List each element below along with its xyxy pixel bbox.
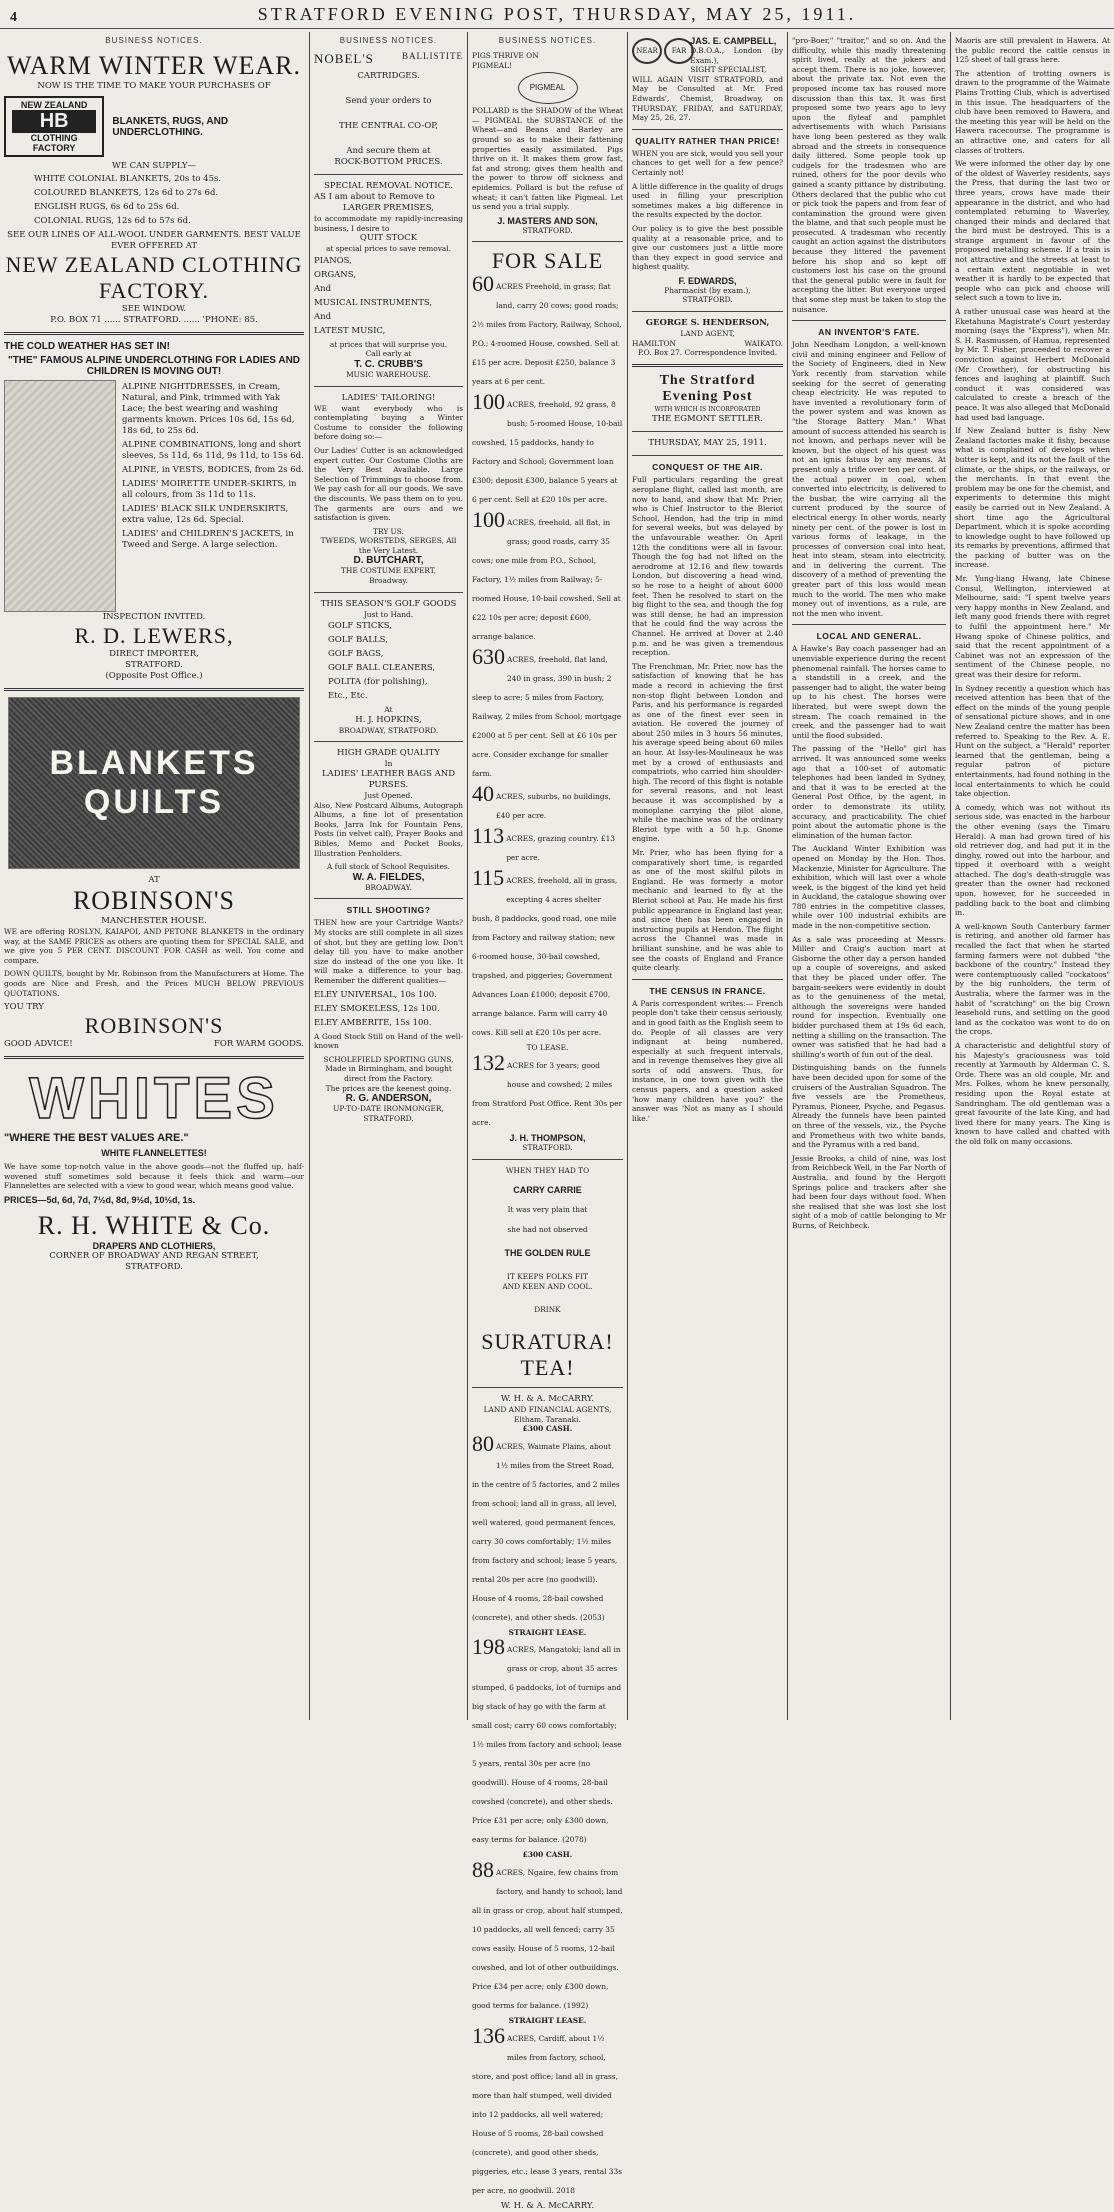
fieldes-addr: BROADWAY. — [365, 882, 412, 892]
blankets-text-1: WE are offering ROSLYN, KAIAPOI, AND PETONE BLANKETS in the ordinary way, at the SAME PRICES as others are quoting them for SPECIAL SALE, and we give you 5 PER CENT. DISCOUNT FOR CASH as well. You come and compare. — [4, 927, 304, 965]
sale-item — [472, 1049, 623, 1129]
acres-number: 132 — [472, 1049, 505, 1075]
shooting-guns: A Good Stock Still on Hand of the well-known — [314, 1031, 463, 1051]
bags-opened: Just Opened. — [364, 791, 413, 801]
col6-text-5: Mr. Yung-liang Hwang, late Chinese Consul, Wellington, interviewed at Melbourne, said: "I spent twelve years very happy months in New Zealand, and left many good friends there with regret to fulfil the appointment here." Mr Hwang spoke of Chinese politics, and said that the recent appointment of a Cabinet was not an expression of the sentiment of the Chinese people, no great was their desire for reform. — [955, 574, 1110, 679]
removal-lead: AS I am about to Remove to — [314, 192, 435, 202]
edwards-role: Pharmacist (by exam.), — [664, 285, 751, 295]
sale-text: ACRES, Waimate Plains, about 1½ miles from the Street Road, in the centre of 5 factories, and 2 miles from school; land all in grass, all level, well watered, good permanent fences, carry 30 cows comfortably; 1½ miles from factory and school; lease 5 years, rental 20s per acre (no goodwill). House of 4 rooms, 28-bail cowshed (concrete), and other sheds. (2053) — [472, 1441, 620, 1622]
paper-title: The Stratford Evening Post — [659, 372, 756, 404]
sale-text: ACRES Freehold, in grass; flat land, carry 20 cows; good roads; 2½ miles from Factory, Railway, School, P.O.; 4-roomed House, cowshed. Sell at £15 per acre. Deposit £250, balance 3 years at 6 per cent. — [472, 282, 622, 387]
local-text-3: The Auckland Winter Exhibition was opened on Monday by the Hon. Thos. Mackenzie, Minister for Agriculture. The exhibition, which will last over a whole week, is the biggest of the kind yet held in Auckland, the catalogue showing over 780 entries in the competitive classes, while over 100 industrial exhibits are made in the non-competitive section. — [792, 844, 946, 931]
list-item: And — [314, 283, 332, 294]
list-item: GOLF BALL CLEANERS, — [328, 663, 436, 674]
air-text-1: Full particulars regarding the great aeroplane flight, called last month, are now to hand, and show that Mr. Prier, who is Chief Instructor to the Bleriot School, Hendon, had the trip in mind for several weeks, but was delayed by the unfavourable weather. On April 12th the conditions were all in favour. Though the fog had not lifted on the aerodrome at 12.16 and flew towards London, but discovering a head wind, so he rose to a height of about 6000 feet. Then he resolved to start on the big flight to the sea, and though the fog was still dense, he had an impression that he could find the way across the Channel. He arrived at Dover at 2.40 p.m. and he was given a tremendous reception. — [632, 475, 783, 658]
removal-text: to accommodate my rapidly-increasing business, I desire to — [314, 214, 463, 233]
spectacles-icon — [632, 38, 686, 64]
alpine-head-1: THE COLD WEATHER HAS SET IN! — [4, 341, 170, 352]
list-item: LADIES' MOIRETTE UNDER-SKIRTS, in all colours, from 3s 11d to 11s. — [122, 479, 297, 500]
sale-text: ACRES for 3 years; good house and cowshed; 2 miles from Stratford Post Office. Rent 30s per acre. — [472, 1060, 623, 1127]
hb-logo — [4, 96, 104, 157]
paper-with: WITH WHICH IS INCORPORATED — [654, 405, 761, 413]
mccarry-lease-2: STRAIGHT LEASE. — [508, 2016, 587, 2026]
column-header: BUSINESS NOTICES. — [339, 36, 438, 45]
mccarry-cash-1: £300 CASH. — [522, 1424, 573, 1434]
quality-text-2: A little difference in the quality of drugs used in filling your prescription sometimes makes a big difference in the results expected by the doctor. — [632, 181, 783, 220]
list-item: PIANOS, — [314, 255, 352, 266]
carrie-line-5: THE GOLDEN RULE — [504, 1248, 591, 1259]
sale-item — [472, 1857, 623, 2012]
hopkins-name: H. J. HOPKINS, — [355, 714, 422, 725]
shooting-prices: The prices are the keenest going. — [325, 1083, 452, 1093]
list-item: MUSICAL INSTRUMENTS, — [314, 297, 433, 308]
golf-title: THIS SEASON'S GOLF GOODS — [320, 598, 457, 609]
paper-settler: THE EGMONT SETTLER. — [652, 414, 763, 425]
alpine-list — [122, 382, 304, 610]
lease-title: TO LEASE. — [526, 1043, 569, 1053]
bags-school: A full stock of School Requisites. — [327, 862, 450, 872]
list-item: ALPINE NIGHTDRESSES, in Cream, Natural, and Pink, trimmed with Yak Lace; the best wearing and washing garments known. Prices 10s 6d, 15s 6d, 18s 6d, to 25s 6d. — [122, 382, 295, 436]
local-title: LOCAL AND GENERAL. — [816, 631, 922, 642]
acres-number: 136 — [472, 2022, 505, 2048]
crubb-shop: MUSIC WAREHOUSE. — [346, 369, 431, 379]
sale-text: ACRES, grazing country. £13 per acre. — [506, 834, 616, 863]
sale-text: ACRES, freehold, flat land, 240 in grass, 390 in bush; 2 sleep to acre; 5 miles from Factory, Railway, 2 miles from School; mortgage £2000 at 5 per cent. Sell at £6 10s per acre. Consider exchange for smaller farm. — [472, 655, 622, 779]
tailoring-title: LADIES' TAILORING! — [341, 392, 436, 403]
col5-top-text: "pro-Boer," "traitor," and so on. And the difficulty, while this madly threatening spirit lived, really at the jokers and accept them. There is no joke, however, about the private tax. Not even the proposed income tax has roused more discussion than this tax. It was first proposed some two years ago to levy upon the flyleaf and pamphlet advertisements with which Parisians have long been pestered as they walk abroad and the streets in consequence daily littered. Some people took up cudgels for the tradesmen who are ruined, others for the poor devils who gained a scanty pittance by distributing. Others declared that the public who cut or pick took the papers and from fear of contamination the ground were given the blame, and that such people must be prosecuted. A tradesman who recently caught an action against the distributors because they littered the pavement before his shop and so kept off customers lost his case on the ground that the general public were in fault for accepting the litter. But everyone urged that some step must be taken to stop the nuisance. — [792, 36, 946, 314]
nobels-item: CARTRIDGES. — [357, 71, 420, 81]
warm-address: P.O. BOX 71 ...... STRATFORD. ...... 'PHONE: 85. — [50, 315, 258, 325]
nobels-prices: ROCK-BOTTOM PRICES. — [334, 157, 443, 167]
warm-price-list — [4, 174, 304, 227]
fate-title: AN INVENTOR'S FATE. — [818, 327, 920, 338]
suratura-brand: SURATURA! — [481, 1329, 614, 1355]
list-item: LADIES' and CHILDREN'S JACKETS, in Tweed and Serge. A large selection. — [122, 529, 294, 550]
mccarry-town: Eltham, Taranaki. — [514, 1414, 581, 1424]
acres-number: 80 — [472, 1430, 494, 1456]
golf-list — [314, 621, 463, 702]
carrie-line-1: WHEN THEY HAD TO — [505, 1165, 590, 1175]
list-item: COLOURED BLANKETS, 12s 6d to 27s 6d. — [34, 188, 219, 198]
acres-number: 115 — [472, 865, 505, 891]
factory-title: NEW ZEALAND CLOTHING FACTORY. — [5, 252, 303, 303]
pigs-brand: PIGMEAL! — [472, 60, 512, 70]
sale-text: ACRES, freehold, all in grass, excepting 4 acres shelter bush, 8 paddocks, good road, one mile from Factory and railway station; new 6-roomed house, 30-bail cowshed, trapshed, and piggeries; Government Advances Loan £1000; deposit £700, arrange balance. Farm will carry 40 cows. Kill sell at £20 10s per acre. — [472, 876, 618, 1038]
lens-far: FAR — [664, 38, 694, 64]
masters-name: J. MASTERS AND SON, — [497, 215, 598, 226]
list-item: ENGLISH RUGS, 6s 6d to 25s 6d. — [34, 202, 180, 212]
sale-item — [472, 823, 623, 864]
nobels-store: THE CENTRAL CO-OP, — [338, 121, 438, 131]
list-item: ALPINE, in VESTS, BODICES, from 2s 6d. — [122, 465, 304, 475]
whites-logo: WHITES — [29, 1066, 279, 1132]
sale-text: ACRES, Ngaire, few chains from factory, and handy to school; land all in grass or crop, about half stumped, 10 paddocks, all well fenced; carry 35 cows easily. House of 5 rooms, 12-bail cowshed, and lot of other outbuildings. Price £34 per acre; only £300 down, good terms for balance. (1992) — [472, 1868, 623, 2011]
masthead-title: STRATFORD EVENING POST, THURSDAY, MAY 25, 1911. — [257, 4, 857, 24]
warm-lines: SEE OUR LINES OF ALL-WOOL UNDER GARMENTS. BEST VALUE EVER OFFERED AT — [7, 230, 301, 251]
henderson-box: P.O. Box 27. Correspondence Invited. — [637, 348, 778, 358]
column-2 — [309, 32, 467, 1720]
air-text-2: The Frenchman, Mr. Prier, now has the satisfaction of knowing that he has made a record in achieving the first non-stop flight between London and Paris, and his performance is regarded as one of the finest ever seen in aviation. He covered the journey of about 250 miles in 3 hours 56 minutes, his average speed being about 60 miles an hour. At Issy-les-Moulineaux he was met by a crowd of enthusiasts and compatriots, who carried him shoulder-high. The record of this flight is notable for several reasons, and not least because it was accomplished by a monoplane carrying the pilot alone, while the machine was of the ordinary Bleriot type with a 50 h.p. Gnome engine. — [632, 661, 783, 844]
col6-text-6: In Sydney recently a question which has received attention has been that of the effect on the minds of the young people of sensational picture shows, and in one New Zealand centre the matter has been referred to. Speaking to the Rev. A. E. Hunt on the subject, a "Herald" reporter learned that the gentleman, being a regular patron of picture entertainments, had found nothing in the local entertainments to which he could take objection. — [955, 683, 1110, 799]
anderson-role: UP-TO-DATE IRONMONGER, — [333, 1104, 444, 1114]
edwards-name: F. EDWARDS, — [678, 275, 737, 286]
local-text-5: Distinguishing bands on the funnels have been decided upon for some of the cruisers of the Australian Squadron. The five vessels are the Prometheus, Pyramus, Pioneer, Psyche, and Pegasus. Already the funnels have been painted on three of the vessels, viz., the Psyche and Prometheus with two white bands, and the Pyramus with a red band. — [792, 1063, 946, 1150]
carrie-line-7: AND KEEN AND COOL. — [502, 1281, 593, 1291]
whites-flannel: WHITE FLANNELETTES! — [101, 1148, 207, 1159]
acres-number: 40 — [472, 781, 494, 807]
quality-text-3: Our policy is to give the best possible quality at a reasonable price, and to give our customers just a little more than they expect in good service and highest quality. — [632, 223, 783, 272]
nobels-kind: BALLISTITE — [402, 51, 463, 61]
whites-slogan: "WHERE THE BEST VALUES ARE." — [4, 1132, 189, 1145]
whites-text: We have some top-notch value in the above goods—not the fluffed up, half-wovened stuff sometimes sold because it feels thick and warm—our Flannelettes are selected with a view to good wear, which means good value. — [4, 1162, 304, 1191]
masters-town: STRATFORD. — [522, 225, 573, 235]
col6-text-3: A rather unusual case was heard at the Eketahuna Magistrate's Court yesterday morning (says the "Express"), when Mr. S. H. Rasmussen, of Hamua, represented by Mr. T. Fisher, proceeded to recover a conviction against Herbert McDonald (Mr Crowther), for obstructing his fences and laughing at plaintiff. Such conduct it was considered was calculated to create a breach of the peace. It was also alleged that McDonald had used bad language. — [955, 307, 1110, 422]
tailoring-text-1: WE want everybody who is contemplating buying a Winter Costume to consider the following before doing so:— — [314, 403, 463, 442]
list-item: GOLF BAGS, — [328, 649, 384, 660]
col6-text-8: A well-known South Canterbury farmer is retiring, and another old farmer has recalled the fact that when he started farming farmers were not dubbed "the backbone of the country." Instead they were contemptuously called "cockatoos" by the big runholders, the term of Australia, where the farmer was in the habit of "scratching" on the big Crown leasehold runs, and settling on the good land as the cockatoo was wont to do on the crops. — [955, 921, 1110, 1037]
acres-number: 100 — [472, 389, 505, 415]
mccarry-lease-1: STRAIGHT LEASE. — [508, 1627, 587, 1637]
hb-logo-mark: HB — [12, 110, 96, 133]
list-item: GOLF BALLS, — [328, 635, 388, 646]
col6-text-2: We were informed the other day by one of the oldest of Waverley residents, says the Press, that during the last two or three years, crows have made their appearance in the district, and who had contemplated returning to Waverley, changed their minds and declared that the bird must be destroyed. This is a strange argument in favour of the proposed metalling scheme. If a train is not attractive and the streets at least to a certain extent negotiable in wet weather it is hardly to be expected that people who can pick and choose will select such a town to live in. — [955, 159, 1110, 303]
warm-winter-title: WARM WINTER WEAR. — [6, 51, 302, 80]
whites-name: R. H. WHITE & Co. — [37, 1210, 271, 1240]
column-6 — [950, 32, 1114, 1720]
warm-categories: BLANKETS, RUGS, AND UNDERCLOTHING. — [112, 115, 229, 138]
henderson-name: GEORGE S. HENDERSON, — [645, 318, 770, 329]
shooting-title: STILL SHOOTING? — [346, 905, 431, 916]
blankets-text-2: DOWN QUILTS, bought by Mr. Robinson from the Manufacturers at Home. The goods are Nice and Fresh, and the Prices MUCH BELOW PREVIOUS QUOTATIONS. — [4, 969, 304, 998]
column-3 — [467, 32, 627, 2211]
butchart-role: THE COSTUME EXPERT, — [340, 566, 437, 576]
campbell-name: JAS. E. CAMPBELL, — [690, 36, 777, 46]
acres-number: 88 — [472, 1857, 494, 1883]
list-item: Etc., Etc. — [328, 691, 368, 702]
masthead — [0, 0, 1114, 29]
blankets-banner-text: BLANKETS QUILTS — [49, 744, 259, 821]
removal-title: SPECIAL REMOVAL NOTICE. — [323, 181, 454, 191]
sale-text: ACRES, Cardiff, about 1½ miles from factory, school, store, and post office; land all in grass, more than half stumped, well divided into 12 paddocks, all well watered; House of 5 rooms, 28-bail cowshed (concrete), and good other sheds, piggeries, etc.; lease 3 years, rental 33s per acre, no goodwill. 2018 — [472, 2033, 623, 2195]
acres-number: 60 — [472, 271, 494, 297]
shooting-text: THEN how are your Cartridge Wants? My stocks are still complete in all sizes of shot, but they are getting low. Don't delay till you have to make another size do instead of the one you like. It will make a difference to your bag. Remember the different qualities— — [314, 918, 463, 985]
list-item: GOLF STICKS, — [328, 621, 392, 632]
carrie-line-3: It was very plain that — [507, 1205, 588, 1215]
removal-quit: QUIT STOCK — [359, 233, 418, 244]
henderson-role: LAND AGENT, — [680, 329, 735, 339]
lewers-name: R. D. LEWERS, — [74, 623, 234, 648]
hopkins-addr: BROADWAY, STRATFORD. — [338, 725, 439, 735]
census-title: THE CENSUS IN FRANCE. — [649, 985, 766, 996]
list-item: And — [314, 311, 332, 322]
acres-number: 198 — [472, 1634, 505, 1660]
sale-text: ACRES, freehold, 92 grass, 8 bush; 5-roomed House, 10-bail cowshed, 15 paddocks, handy to Factory and School; Government loan £300; deposit £300, balance 5 years at 6 per cent. Sell at £20 10s per acre. — [472, 400, 623, 505]
nobels-send: Send your orders to — [345, 96, 432, 106]
carrie-line-4: she had not observed — [507, 1224, 588, 1234]
acres-number: 630 — [472, 644, 505, 670]
air-text-3: Mr. Prier, who has been flying for a comparatively short time, is regarded as one of the most skilful pilots in England. He was formerly a motor mechanic and learned to fly at the Bleriot school at Pau. He made his first public appearance in England last year, and since then has been engaged in instructing pupils at Hendon. The flight across the Channel was made in brilliant sunshine, and he was able to see the coasts of England and France quite clearly. — [632, 848, 783, 973]
campbell-text: WILL AGAIN VISIT STRATFORD, and May be Consulted at Mr. Fred Edwards', Chemist, Broadway, on THURSDAY, FRIDAY, and SATURDAY, May 25, 26, 27. — [632, 74, 783, 123]
pigs-text: POLLARD is the SHADOW of the Wheat— PIGMEAL the SUBSTANCE of the Wheat—and Beans and Barley are ground so as to make their fattening properties easily assimilated. Pigs thrive on it. It makes them grow fast, fat and strong; gives them health and the power to throw off sickness and epidemics. Pollard is but the refuse of wheat; it can't fatten like Pigmeal. Let us send you a trial supply. — [472, 106, 623, 212]
sale-item — [472, 1634, 623, 1846]
henderson-place-left: HAMILTON — [632, 338, 677, 348]
warm-subtitle: NOW IS THE TIME TO MAKE YOUR PURCHASES OF — [37, 81, 271, 91]
list-item: LATEST MUSIC, — [314, 325, 386, 336]
quality-title: QUALITY RATHER THAN PRICE! — [635, 135, 780, 146]
list-item: WHITE COLONIAL BLANKETS, 20s to 45s. — [34, 174, 222, 184]
whites-town: STRATFORD. — [125, 1261, 183, 1272]
removal-goods — [314, 256, 463, 337]
mccarry-cash-2: £300 CASH. — [522, 1850, 573, 1860]
sale-item — [472, 781, 623, 822]
removal-call: Call early at — [365, 349, 412, 359]
tailoring-try: TRY US. — [373, 526, 404, 536]
edwards-town: STRATFORD. — [682, 295, 733, 305]
mccarry-role: LAND AND FINANCIAL AGENTS, — [483, 1405, 612, 1415]
warm-supply: WE CAN SUPPLY— — [111, 161, 197, 171]
lewers-town: STRATFORD. — [125, 660, 183, 670]
carrie-line-8: DRINK — [534, 1305, 561, 1315]
alpine-head-2: "THE" FAMOUS ALPINE UNDERCLOTHING FOR LADIES AND CHILDREN IS MOVING OUT! — [7, 355, 301, 377]
lewers-role: DIRECT IMPORTER, — [109, 649, 199, 659]
col6-text-1: The attention of trotting owners is drawn to the programme of the Waimate Plains Trotting Club, which is advertised in this issue. The headquarters of the club have been removed to Hawera, and the meeting this year will be held on the Hawera racecourse. The programme is an attractive one, and caters for all classes of trotters. — [955, 68, 1110, 155]
column-4 — [627, 32, 787, 1720]
col6-top-text: Maoris are still prevalent in Hawera. At the public record the cattle census in 125 sheet of tall grass here. — [955, 36, 1110, 65]
list-item: ELEY SMOKELESS, 12s 100. — [314, 1003, 440, 1014]
whites-prices: PRICES—5d, 6d, 7d, 7½d, 8d, 9½d, 10½d, 1s. — [4, 1194, 196, 1205]
butchart-street: Broadway. — [369, 576, 408, 586]
pigs-title: PIGS THRIVE ON — [472, 51, 539, 60]
alpine-inspection: INSPECTION INVITED. — [102, 612, 206, 622]
removal-at: at special prices to save removal. — [325, 244, 452, 254]
sale-text: ACRES, freehold, all flat, in grass; good roads, carry 35 cows; one mile from P.O., School, Factory, 1½ miles from Railway; 5-roomed House, 10-bail cowshed. Sell at £22 10s per acre; deposit £600, arrange balance. — [472, 518, 621, 642]
golf-sub: Just to Hand. — [363, 609, 414, 619]
golf-at: At — [384, 705, 393, 715]
suratura-tea: TEA! — [520, 1355, 575, 1381]
thompson-town: STRATFORD. — [522, 1142, 573, 1152]
robinsons-name: ROBINSON'S — [72, 886, 236, 915]
sale-item — [472, 1430, 623, 1624]
lewers-opposite: (Opposite Post Office.) — [105, 671, 203, 681]
tailoring-goods: TWEEDS, WORSTEDS, SERGES, All the Very Latest. — [320, 536, 457, 555]
crubb-name: T. C. CRUBB'S — [354, 358, 423, 370]
thompson-name: J. H. THOMPSON, — [509, 1132, 586, 1143]
blankets-try: YOU TRY — [4, 1002, 44, 1013]
acres-number: 100 — [472, 507, 505, 533]
local-text-4: As a sale was proceeding at Messrs. Miller and Craig's auction mart at Gisborne the other day a person handed up a couple of sovereigns, and asked that they be placed under offer. The bargain-seekers were evidently in doubt as to the genuineness of the metal, although the sovereigns were handed round for inspection. Eventually one bidder purchased them at 19s 6d each, netting a shilling on the transaction. The owner was satisfied that he had had a shilling's worth of fun out of the deal. — [792, 934, 946, 1059]
page-number: 4 — [10, 10, 20, 25]
tailoring-text-2: Our Ladies' Cutter is an acknowledged expert cutter. Our Costume Cloths are the Very Best Available. Large Selection of Trimmings to choose from. We pay cash for all our goods. We save the discounts. We pass them on to you. The garments are ours and we satisfaction is given. — [314, 445, 463, 523]
sale-text: ACRES, suburbs, no buildings, £40 per acre. — [496, 792, 611, 821]
list-item: COLONIAL RUGS, 12s 6d to 57s 6d. — [34, 216, 191, 226]
list-item: POLITA (for polishing), — [328, 677, 428, 688]
bags-in: In — [384, 759, 393, 769]
lens-near: NEAR — [632, 38, 662, 64]
whites-corner: CORNER OF BROADWAY AND REGAN STREET, — [49, 1250, 259, 1261]
column-5 — [787, 32, 950, 1720]
local-text-6: Jessie Brooks, a child of nine, was lost from Reichbeck Well, in the Far North of Australia, and found by the Hergott Springs police and trackers after she had been four days without food. When she realised that she was lost she lost sight of a mob of cattle belonging to Mr Burns, of Reichbeck. — [792, 1153, 946, 1230]
col6-text-9: A characteristic and delightful story of his Majesty's graciousness was told recently at Yarmouth by Alderman C. S. Orde. There was an old couple, Mr. and Mrs. Folkes, whom he knew personally, residing upon the Royal estate at Sandringham. The old gentleman was a great favourite of the late King, and had lived there for many years. The King is known to have called and chatted with the old folk on many occasions. — [955, 1040, 1110, 1146]
fieldes-name: W. A. FIELDES, — [352, 871, 425, 883]
advice-left: GOOD ADVICE! — [4, 1039, 73, 1050]
sale-item — [472, 271, 623, 388]
nobels-name: NOBEL'S — [314, 51, 374, 66]
carrie-line-2: CARRY CARRIE — [513, 1185, 582, 1196]
blankets-at: AT — [148, 875, 160, 885]
column-header: BUSINESS NOTICES. — [498, 36, 597, 45]
quality-text-1: WHEN you are sick, would you sell your chances to get well for a few pence? Certainly not! — [632, 148, 783, 177]
lady-illustration — [4, 380, 116, 612]
removal-premises: LARGER PREMISES, — [343, 203, 434, 213]
col6-text-7: A comedy, which was not without its serious side, was enacted in the harbour the other evening (says the Timaru Herald). A man had grown tired of his old retriever dog, and had put it in the dinghy, rowed out into the harbour, and tipped it overboard with a weight attached. The dog's death-struggle was greater than the owner had reckoned upon, however, for he succeeded in paddling back to the boat and climbing in. — [955, 802, 1110, 918]
removal-prices: at prices that will surprise you. — [329, 339, 448, 349]
nobels-secure: And secure them at — [346, 146, 431, 156]
list-item: ELEY UNIVERSAL, 10s 100. — [314, 989, 437, 1000]
col6-text-4: If New Zealand butter is fishy New Zealand factories make it fishy, because what is complained of develops when butter is kept, and its not the fault of the climate, or the ships, or the railways, or the merchants. In that event the problem may be one for the chemist, and experiments to determine this might easily be carried out in New Zealand. A short time ago the Agricultural Department, which it is spoke according to knowledge ought to have followed up its remarks by preventions, affirmed that the packing of butter was on the increase. — [955, 426, 1110, 570]
paper-date: THURSDAY, MAY 25, 1911. — [648, 438, 767, 449]
acres-number: 113 — [472, 823, 505, 849]
butchart-name: D. BUTCHART, — [353, 555, 424, 567]
local-text-1: A Hawke's Bay coach passenger had an unenviable experience during the recent phenomenal rainfall. The horses came to a standstill in a creek, and the passenger had to alight, the water being up to his chest. The horses were liberated, but were swept down the stream. The coach remained in the creek, and the passenger had to wait until the flood subsided. — [792, 644, 946, 740]
sale-title: FOR SALE — [491, 248, 604, 274]
sale-item — [472, 644, 623, 780]
anderson-town: STRATFORD. — [363, 1113, 414, 1123]
column-1 — [0, 32, 308, 1720]
sale-item — [472, 2022, 623, 2197]
shooting-guns-2: SCHOLEFIELD SPORTING GUNS, Made in Birmingham, and bought direct from the Factory. — [323, 1054, 454, 1083]
whites-role: DRAPERS AND CLOTHIERS, — [92, 1240, 216, 1251]
list-item: ORGANS, — [314, 269, 356, 280]
carrie-line-6: IT KEEPS FOLKS FIT — [507, 1272, 588, 1282]
advice-right: FOR WARM GOODS. — [214, 1039, 304, 1050]
sale-item — [472, 389, 623, 506]
hb-logo-top: NEW ZEALAND — [20, 100, 88, 110]
robinsons-house: MANCHESTER HOUSE. — [101, 916, 207, 926]
fate-text: John Needham Longdon, a well-known civil and mining engineer and Fellow of the Society of Engineers, died in New York recently from starvation while seeking for the secret of generating cheap electricity. He was reputed to have invented a revolutionary form of the power system and was known as "the Storage Battery Man." What amount of success attended his search is not known, and perhaps never will be known, but the object of his quest was not an ignis fatuus by any means. At present only a trifle over ten per cent. of the actual power in coal, when converted into electricity, is delivered to the busbar, the wire carrying all the current produced by the source of electrical energy. In other words, nearly ninety per cent. of the power is lost in various forms of leakage, in the processes of conversion coal into heat, heat into steam, steam into electricity, and in delivering the current. The discovery of a method of preventing the greater part of this loss would mean much to the world. The men who make money out of inventions, as a rule, are not the men who invent. — [792, 340, 946, 618]
hb-logo-bottom: CLOTHING FACTORY — [30, 133, 78, 153]
henderson-place-right: WAIKATO. — [744, 338, 783, 348]
blankets-banner — [8, 697, 300, 869]
mccarry-footer: W. H. & A. McCARRY. — [500, 2200, 595, 2211]
column-header: BUSINESS NOTICES. — [105, 36, 203, 45]
robinsons-name-2: ROBINSON'S — [84, 1013, 224, 1039]
warm-see-window: SEE WINDOW. — [121, 304, 187, 314]
bags-item: LADIES' LEATHER BAGS AND PURSES. — [321, 769, 456, 791]
mccarry-name: W. H. & A. McCARRY. — [500, 1394, 595, 1405]
bags-title: HIGH GRADE QUALITY — [336, 748, 441, 759]
sale-text: ACRES, Mangatoki; land all in grass or crop, about 35 acres stumped, 6 paddocks, lot of turnips and big stack of hay go with the farm at small cost; carry 60 cows comfortably; 1½ miles from factory and school; lease 5 years, rental 30s per acre (no goodwill). House of 4 rooms, 28-bail cowshed (concrete), and other sheds. Price £31 per acre; only £300 down, easy terms for balance. (2078) — [472, 1645, 622, 1845]
list-item: ALPINE COMBINATIONS, long and short sleeves, 5s 11d, 6s 11d, 9s 11d, to 15s 6d. — [122, 440, 304, 461]
campbell-role: SIGHT SPECIALIST, — [690, 65, 767, 75]
sale-item — [472, 865, 623, 1039]
census-text: A Paris correspondent writes:— French people don't take their census seriously, and in good faith as the English seem to do. People of all classes are very indignant at being numbered, especially at such frequent intervals, and in revenge themselves they give all sorts of odd answers. Thus, for instance, in one town given with the census papers, and a question asked 'how many children have you?' the answer was 'Not as many as I should like.' — [632, 998, 783, 1123]
shooting-list — [314, 990, 463, 1029]
sale-item — [472, 507, 623, 643]
pig-icon: PIGMEAL — [518, 72, 578, 104]
bags-text: Also, New Postcard Albums, Autograph Albums, a fine lot of presentation Books, Jarra Ink for Fountain Pens, Posts (in velvet calf), Prayer Books and Bibles, Memo and Pocket Books, Illustration Penholders. — [314, 800, 463, 858]
local-text-2: The passing of the "Hello" girl has arrived. It was announced some weeks ago that a 100-set of automatic telephones had been landed in Sydney, and that it was to be erected at the General Post Office, by the agent, in order to demonstrate its utility, accuracy, and practicability. The chief point about the automatic phone is the elimination of the human factor. — [792, 744, 946, 840]
anderson-name: R. G. ANDERSON, — [345, 1093, 432, 1105]
air-title: CONQUEST OF THE AIR. — [652, 462, 763, 473]
list-item: LADIES' BLACK SILK UNDERSKIRTS, extra value, 12s 6d. Special. — [122, 504, 289, 525]
list-item: ELEY AMBERITE, 15s 100. — [314, 1017, 432, 1028]
campbell-qual: D.B.O.A., London (by Exam.), — [690, 46, 783, 65]
